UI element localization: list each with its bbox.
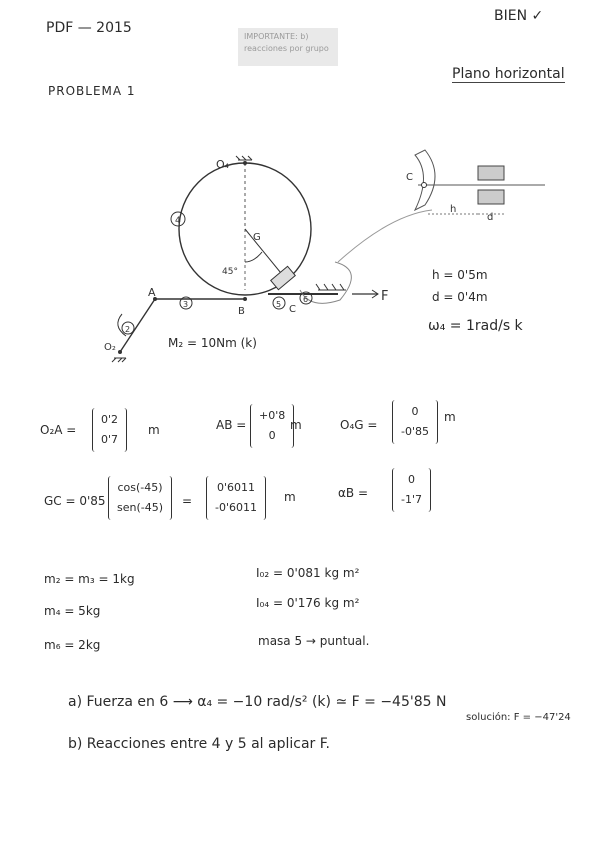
angle-arc bbox=[245, 252, 262, 262]
inset-point-c bbox=[422, 183, 427, 188]
plane-note: Plano horizontal bbox=[452, 66, 565, 82]
label-f: F bbox=[381, 289, 389, 304]
vec-o4g-label: O₄G = bbox=[340, 418, 378, 432]
vec-gc-result-matrix bbox=[206, 476, 266, 520]
link-6-number: 6 bbox=[303, 295, 309, 304]
acc-b-x: 0 bbox=[408, 473, 415, 486]
vec-gc-x: 0'6011 bbox=[216, 481, 256, 494]
vec-gc-sin: sen(-45) bbox=[117, 501, 164, 514]
mass-m6: m₆ = 2kg bbox=[44, 638, 101, 652]
given-moment-m2: M₂ = 10Nm (k) bbox=[168, 336, 257, 350]
given-omega4: ω₄ = 1rad/s k bbox=[428, 318, 523, 334]
vec-gc-label: GC = 0'85 bbox=[44, 494, 106, 508]
problem-title: PROBLEMA 1 bbox=[48, 84, 136, 98]
label-o2: O₂ bbox=[104, 342, 116, 353]
question-b: b) Reacciones entre 4 y 5 al aplicar F. bbox=[68, 736, 331, 752]
vec-ab-label: AB = bbox=[216, 418, 247, 432]
question-a: a) Fuerza en 6 ⟶ α₄ = −10 rad/s² (k) ≃ F = −45'85 N bbox=[68, 694, 447, 710]
pivot-o2 bbox=[118, 350, 122, 354]
inset-block-bottom bbox=[478, 190, 504, 204]
vec-o2a-y: 0'7 bbox=[101, 433, 119, 446]
acc-b-label: αB = bbox=[338, 486, 369, 500]
label-h: h bbox=[450, 204, 457, 215]
vec-o4g-unit: m bbox=[444, 410, 456, 424]
vec-gc-y: -0'6011 bbox=[215, 501, 257, 514]
line-g-c bbox=[245, 229, 285, 278]
vec-ab-unit: m bbox=[290, 418, 302, 432]
vec-gc-cos: cos(-45) bbox=[117, 481, 163, 494]
pivot-o4-ground bbox=[236, 156, 252, 160]
vec-ab-y: 0 bbox=[268, 429, 276, 442]
label-b: B bbox=[238, 306, 245, 317]
pivot-o2-ground bbox=[112, 358, 126, 362]
inertia-o2: I₀₂ = 0'081 kg m² bbox=[256, 566, 360, 580]
vec-o4g-matrix bbox=[392, 400, 438, 444]
vec-o2a-matrix bbox=[92, 408, 127, 452]
vec-o2a-x: 0'2 bbox=[101, 413, 119, 426]
acc-b-matrix bbox=[392, 468, 431, 512]
solution-note: solución: F = −47'24 bbox=[466, 712, 571, 723]
vec-gc-unit: m bbox=[284, 490, 296, 504]
link-2-number: 2 bbox=[125, 325, 131, 334]
grade-mark: BIEN ✓ bbox=[494, 8, 544, 24]
vec-o2a-label: O₂A = bbox=[40, 423, 77, 437]
joint-b bbox=[243, 297, 247, 301]
vec-o4g-y: -0'85 bbox=[401, 425, 429, 438]
label-45: 45° bbox=[222, 267, 238, 277]
guide-ground bbox=[316, 284, 346, 290]
slider-block-5 bbox=[271, 266, 296, 289]
pivot-o4 bbox=[243, 161, 247, 165]
acc-b-y: -1'7 bbox=[401, 493, 422, 506]
inset-label-c: C bbox=[406, 172, 413, 183]
link-3-number: 3 bbox=[183, 300, 189, 309]
mass-m4: m₄ = 5kg bbox=[44, 604, 101, 618]
given-h: h = 0'5m bbox=[432, 268, 488, 282]
label-d: d bbox=[487, 212, 494, 223]
stamp-line-1: IMPORTANTE: b) bbox=[244, 32, 309, 41]
vec-gc-direction-matrix bbox=[108, 476, 172, 520]
mass-5-note: masa 5 → puntual. bbox=[258, 634, 370, 648]
label-a: A bbox=[148, 286, 156, 299]
course-title: PDF — 2015 bbox=[46, 20, 132, 36]
vec-ab-matrix bbox=[250, 404, 294, 448]
detail-leader bbox=[338, 210, 432, 262]
vec-o2a-unit: m bbox=[148, 423, 160, 437]
label-c: C bbox=[289, 304, 296, 315]
label-g: G bbox=[253, 232, 261, 243]
link-5-number: 5 bbox=[276, 300, 282, 309]
inset-block-top bbox=[478, 166, 504, 180]
vec-gc-equals: = bbox=[182, 494, 193, 508]
stamp-line-2: reacciones por grupo bbox=[244, 44, 329, 53]
inertia-o4: I₀₄ = 0'176 kg m² bbox=[256, 596, 360, 610]
vec-o4g-x: 0 bbox=[411, 405, 419, 418]
mass-m2-m3: m₂ = m₃ = 1kg bbox=[44, 572, 135, 586]
given-d: d = 0'4m bbox=[432, 290, 488, 304]
label-o4: O₄ bbox=[216, 158, 230, 171]
link-4-number: 4 bbox=[175, 216, 181, 226]
vec-ab-x: +0'8 bbox=[259, 409, 286, 422]
inset-disk-edge bbox=[415, 150, 435, 210]
